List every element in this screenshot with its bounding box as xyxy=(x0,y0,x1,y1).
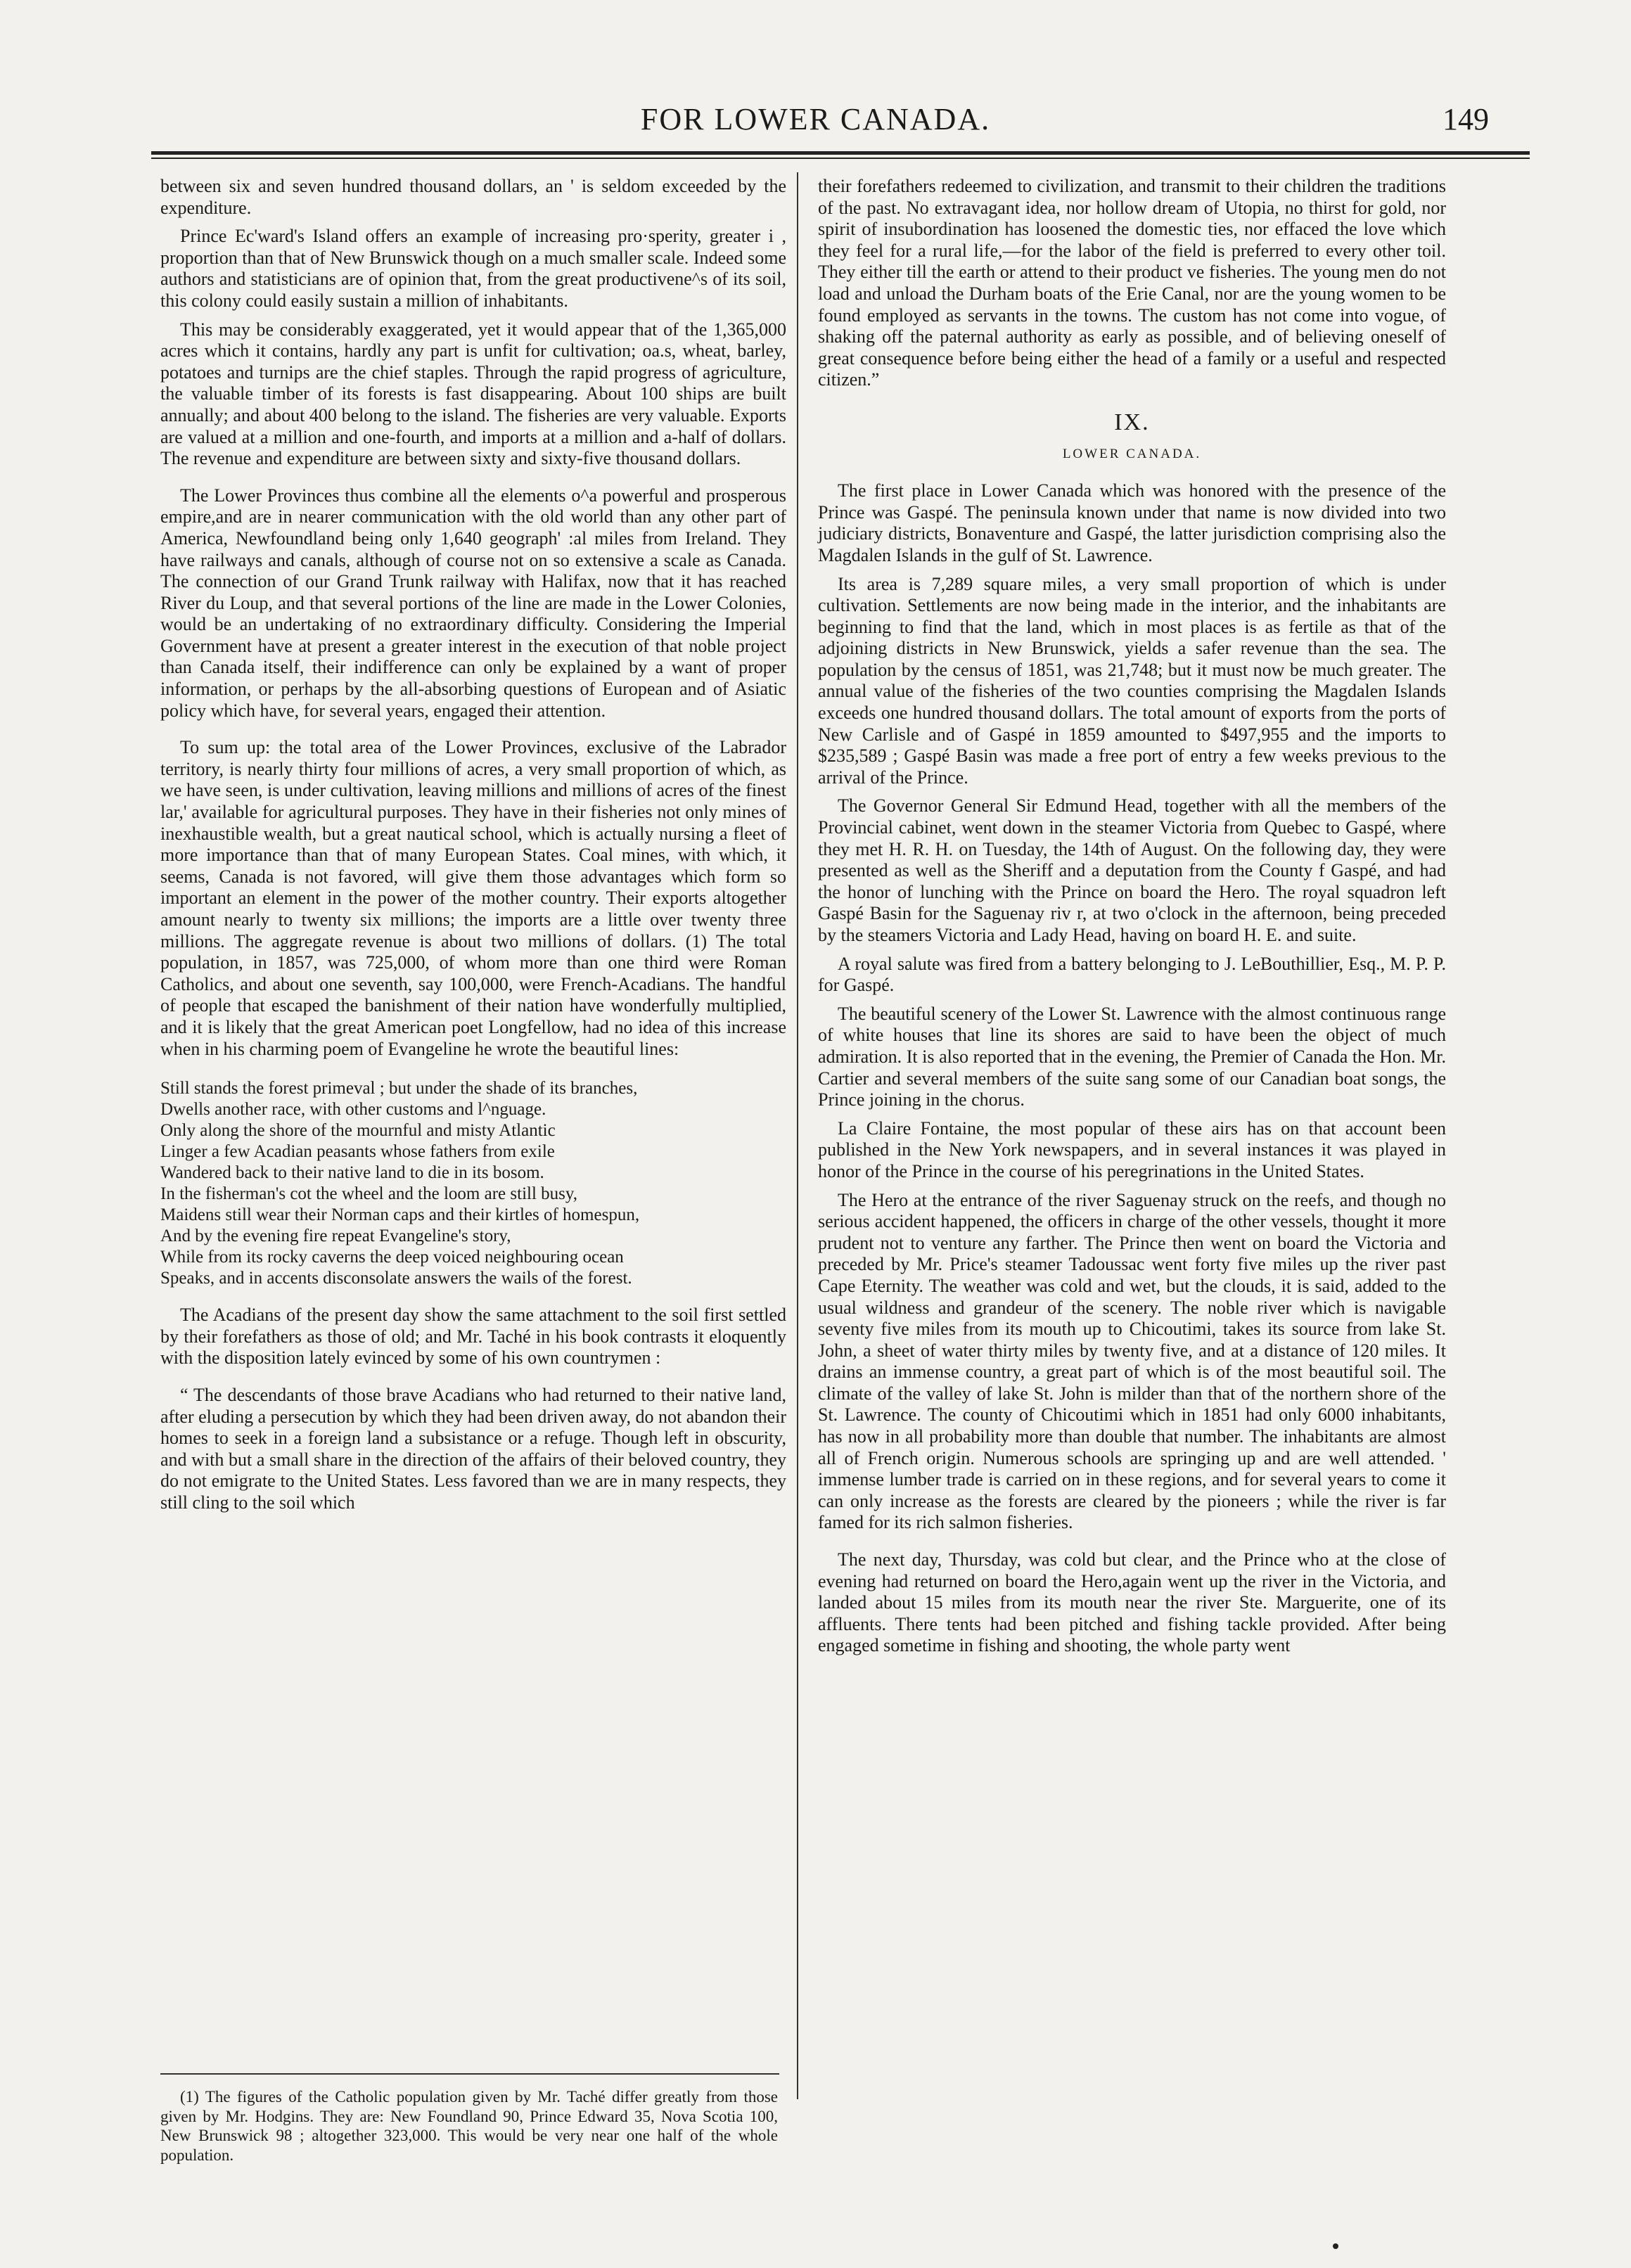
paragraph: The next day, Thursday, was cold but clear, and the Prince who at the close of evening had returned on board the Hero,again went up the river in the Victoria, and landed about 15 miles from its mouth near the river Ste. Marguerite, one of its affluents. There tents had been pitched and fishing tackle provided. After being engaged sometime in fishing and shooting, the whole party went xyxy=(818,1549,1446,1656)
paragraph: The Hero at the entrance of the river Saguenay struck on the reefs, and though no serious accident happened, the officers in charge of the other vessels, thought it more prudent not to venture any farther. The Prince then went on board the Victoria and preceded by Mr. Price's steamer Tadoussac went forty five miles up the river past Cape Eternity. The weather was cold and wet, but the clouds, it is said, added to the usual wildness and grandeur of the scenery. The noble river which is navigable seventy five miles from its mouth up to Chicoutimi, takes its source from lake St. John, a sheet of water thirty miles by twenty five, and at a distance of 120 miles. It drains an immense country, a great part of which is of the most beautiful soil. The climate of the valley of lake St. John is milder than that of the northern shore of the St. Lawrence. The county of Chicoutimi which in 1851 had only 6000 inhabitants, has now in all probability more than double that number. The inhabitants are almost all of French origin. Numerous schools are springing up and are well attended. ' immense lumber trade is carried on in these regions, and for several years to come it can only increase as the forests are cleared by the pioneers ; while the river is far famed for its rich salmon fisheries. xyxy=(818,1189,1446,1533)
quotation-paragraph: “ The descendants of those brave Acadians who had returned to their native land, after eluding a persecution by which they had been driven away, do not abandon their homes to seek in a foreign land a subsistance or a refuge. Though left in obscurity, and with but a small share in the direction of the affairs of their beloved country, they do not emigrate to the United States. Less favored than we are in many respects, they still cling to the soil which xyxy=(160,1384,786,1513)
verse-line: Dwells another race, with other customs and l^nguage. xyxy=(160,1100,546,1120)
paragraph: La Claire Fontaine, the most popular of these airs has on that account been published in the New York newspapers, and in several instances it was played in honor of the Prince in the course of his peregrinations in the United States. xyxy=(818,1117,1446,1181)
paragraph: The beautiful scenery of the Lower St. Lawrence with the almost continuous range of white houses that line its shores are said to have been the object of much admiration. It is also reported that in the evening, the Premier of Canada the Hon. Mr. Cartier and several members of the suite sang some of our Canadian boat songs, the Prince joining in the chorus. xyxy=(818,1003,1446,1110)
section-title: LOWER CANADA. xyxy=(1062,446,1202,461)
verse-line: Only along the shore of the mournful and misty Atlantic xyxy=(160,1121,556,1141)
page-number: 149 xyxy=(1443,102,1489,136)
section-numeral: IX. xyxy=(1114,409,1150,435)
footnote-rule xyxy=(160,2073,779,2075)
paragraph: To sum up: the total area of the Lower Provinces, exclusive of the Labrador territory, is nearly thirty four millions of acres, a very small proportion of which, as we have seen, is under cultivation, leaving millions and millions of acres of the finest lar,' available for agricultural purposes. They have in their fisheries not only mines of inexhaustible wealth, but a great nautical school, which is actually nursing a fleet of more importance than that of many European States. Coal mines, with which, it seems, Canada is not favored, will give them those advantages which form so important an element in the power of the mother country. Their exports altogether amount nearly to twenty six millions; the imports are a little over twenty three millions. The aggregate revenue is about two millions of dollars. (1) The total population, in 1857, was 725,000, of whom more than one third were Roman Catholics, and about one seventh, say 100,000, were French-Acadians. The handful of people that escaped the banishment of their nation have wonderfully multiplied, and it is likely that the great American poet Longfellow, had no idea of this increase when in his charming poem of Evangeline he wrote the beautiful lines: xyxy=(160,737,786,1059)
verse-line: Wandered back to their native land to die in its bosom. xyxy=(160,1163,544,1183)
poem-quotation xyxy=(160,1078,786,1289)
header-rule-thick xyxy=(151,151,1530,155)
verse-line: Linger a few Acadian peasants whose fathers from exile xyxy=(160,1142,555,1162)
paragraph: Prince Ec'ward's Island offers an example of increasing pro·sperity, greater i , proportion than that of New Brunswick though on a much smaller scale. Indeed some authors and statisticians are of opinion that, from the great productivene^s of its soil, this colony could easily sustain a million of inhabitants. xyxy=(160,226,786,311)
verse-line: Speaks, and in accents disconsolate answers the wails of the forest. xyxy=(160,1269,632,1288)
column-divider xyxy=(797,172,798,2099)
paragraph: The Lower Provinces thus combine all the elements o^a powerful and prosperous empire,and are in nearer communication with the old world than any other part of America, Newfoundland being only 1,640 geograph' :al miles from Ireland. They have railways and canals, although of course not on so extensive a scale as Canada. The connection of our Grand Trunk railway with Halifax, now that it has reached River du Loup, and that several portions of the line are made in the Lower Colonies, would be an undertaking of no extraordinary difficulty. Considering the Imperial Government have at present a greater interest in the execution of that noble project than Canada itself, their indifference can only be explained by a want of proper information, or perhaps by the all-absorbing questions of European and of Asiatic policy which have, for several years, engaged their attention. xyxy=(160,485,786,721)
left-column xyxy=(160,176,786,1521)
paragraph: This may be considerably exaggerated, yet it would appear that of the 1,365,000 acres which it contains, hardly any part is unfit for cultivation; oa.s, wheat, barley, potatoes and turnips are the chief staples. Through the rapid progress of agriculture, the valuable timber of its forests is fast disappearing. About 100 ships are built annually; and about 400 belong to the island. The fisheries are very valuable. Exports are valued at a million and one-fourth, and imports at a million and a-half of dollars. The revenue and expenditure are between sixty and sixty-five thousand dollars. xyxy=(160,319,786,469)
paragraph: The Governor General Sir Edmund Head, together with all the members of the Provincial cabinet, went down in the steamer Victoria from Quebec to Gaspé, where they met H. R. H. on Tuesday, the 14th of August. On the following day, they were presented as well as the Sheriff and a deputation from the County f Gaspé, and had the honor of lunching with the Prince on board the Hero. The royal squadron left Gaspé Basin for the Saguenay riv r, at two o'clock in the afternoon, being preceded by the steamers Victoria and Lady Head, having on board H. E. and suite. xyxy=(818,795,1446,945)
paragraph: A royal salute was fired from a battery belonging to J. LeBouthillier, Esq., M. P. P. for Gaspé. xyxy=(818,953,1446,996)
verse-line: Still stands the forest primeval ; but under the shade of its branches, xyxy=(160,1079,638,1098)
ink-dot xyxy=(1333,2243,1338,2249)
paragraph: Its area is 7,289 square miles, a very small proportion of which is under cultivation. Settlements are now being made in the interior, and the inhabitants are beginning to find that the land, which in most places is as fertile as that of the adjoining districts in New Brunswick, yields a safer revenue than the sea. The population by the census of 1851, was 21,748; but it must now be much greater. The annual value of the fisheries of the two counties comprising the Magdalen Islands exceeds one hundred thousand dollars. The total amount of exports from the ports of New Carlisle and of Gaspé in 1859 amounted to $497,955 and the imports to $235,589 ; Gaspé Basin was made a free port of entry a few weeks previous to the arrival of the Prince. xyxy=(818,573,1446,788)
paragraph: The Acadians of the present day show the same attachment to the soil first settled by their forefathers as those of old; and Mr. Taché in his book contrasts it eloquently with the disposition lately evinced by some of his own countrymen : xyxy=(160,1305,786,1369)
running-header: FOR LOWER CANADA. xyxy=(640,102,991,136)
footnote-text: (1) The figures of the Catholic population given by Mr. Taché differ greatly from those given by Mr. Hodgins. They are: New Foundland 90, Prince Edward 35, Nova Scotia 100, New Brunswick 98 ; altogether 323,000. This would be very near one half of the whole population. xyxy=(160,2088,778,2164)
right-column xyxy=(818,176,1446,1664)
header-rule-thin xyxy=(151,158,1530,159)
paragraph: between six and seven hundred thousand dollars, an ' is seldom exceeded by the expenditure. xyxy=(160,176,786,218)
paragraph: The first place in Lower Canada which was honored with the presence of the Prince was Gaspé. The peninsula known under that name is now divided into two judiciary districts, Bonaventure and Gaspé, the latter jurisdiction comprising also the Magdalen Islands in the gulf of St. Lawrence. xyxy=(818,480,1446,565)
footnote xyxy=(160,2087,778,2165)
verse-line: And by the evening fire repeat Evangeline's story, xyxy=(160,1226,511,1246)
verse-line: In the fisherman's cot the wheel and the loom are still busy, xyxy=(160,1184,578,1204)
verse-line: Maidens still wear their Norman caps and their kirtles of homespun, xyxy=(160,1205,640,1225)
verse-line: While from its rocky caverns the deep voiced neighbouring ocean xyxy=(160,1248,624,1267)
quotation-continuation: their forefathers redeemed to civilization, and transmit to their children the traditions of the past. No extravagant idea, nor hollow dream of Utopia, no thirst for gold, nor spirit of insubordination has loosened the domestic ties, nor effaced the love which they feel for a rural life,—for the labor of the field is preferred to every other toil. They either till the earth or attend to their product ve fisheries. The young men do not load and unload the Durham boats of the Erie Canal, nor are the young women to be found employed as servants in the towns. The custom has not come into vogue, of shaking off the paternal authority as early as possible, and of believing oneself of great consequence before being either the head of a family or a useful and respected citizen.” xyxy=(818,176,1446,390)
